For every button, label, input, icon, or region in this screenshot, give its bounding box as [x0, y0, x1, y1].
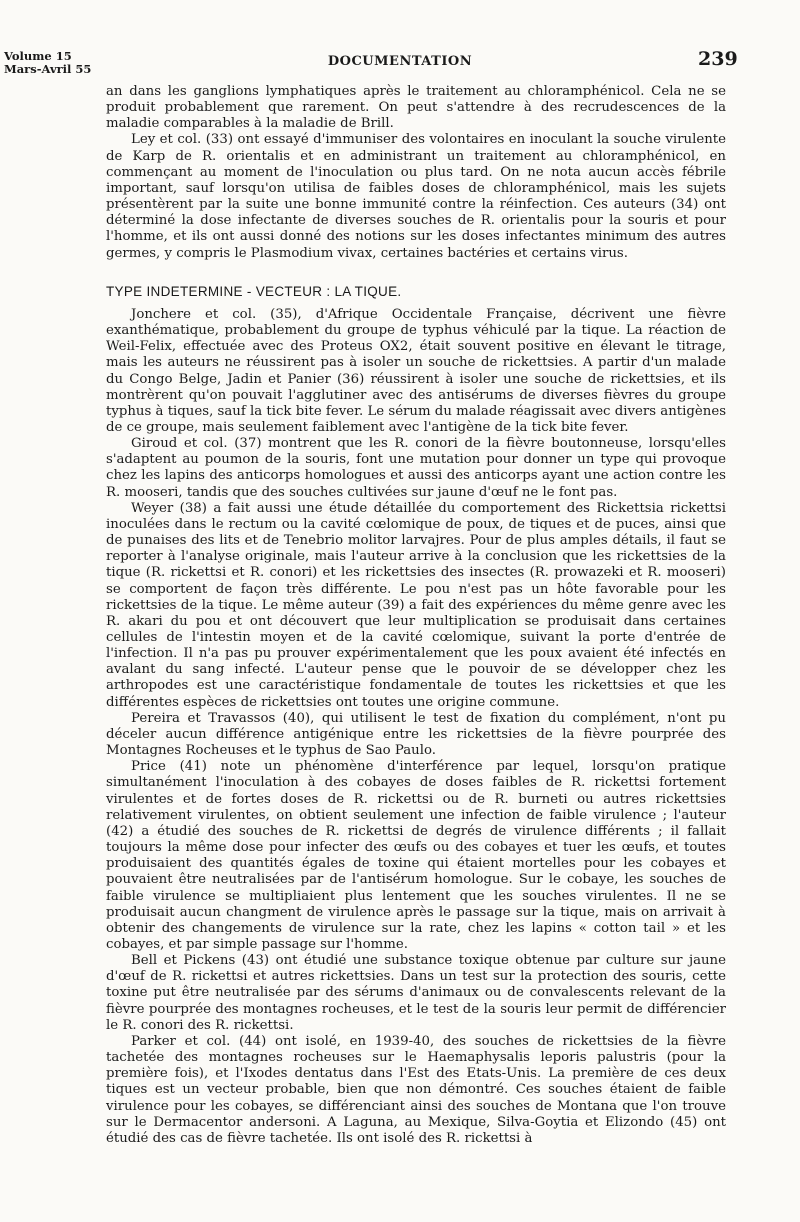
- paragraph-weyer: Weyer (38) a fait aussi une étude détaillée du comportement des Rickettsia rickettsi inoculées dans le rectum ou la cavité cœlomique de poux, de tiques et de puces, ainsi que de punaises des lits et de Tenebrio molitor larvajres. Pour de plus amples détails, il faut se reporter à l'analyse originale, mais l'auteur arrive à la conclusion que les rickettsies de la tique (R. rickettsi et R. conori) et les rickettsies des insectes (R. prowazeki et R. mooseri) se comportent de façon très différente. Le pou n'est pas un hôte favorable pour les rickettsies de la tique. Le même auteur (39) a fait des expériences du même genre avec les R. akari du pou et ont découvert que leur multiplication se produisait dans certaines cellules de l'intestin moyen et de la cavité cœlomique, suivant la porte d'entrée de l'infection. Il n'a pas pu prouver expérimentalement que les poux avaient été infectés en avalant du sang infecté. L'auteur pense que le pouvoir de se développer chez les arthropodes est une caractéristique fondamentale de toutes les rickettsies et que les différentes espèces de rickettsies ont toutes une origine commune.: [106, 500, 726, 710]
- paragraph-ley: Ley et col. (33) ont essayé d'immuniser des volontaires en inoculant la souche virulente de Karp de R. orientalis et en administrant un traitement au chloramphénicol, en commençant au moment de l'inoculation ou plus tard. On ne nota aucun accès fébrile important, sauf lorsqu'on utilisa de faibles doses de chloramphénicol, mais les sujets présentèrent par la suite une bonne immunité contre la réinfection. Ces auteurs (34) ont déterminé la dose infectante de diverses souches de R. orientalis pour la souris et pour l'homme, et ils ont aussi donné des notions sur les doses infectantes minimum des autres germes, y compris le Plasmodium vivax, certaines bactéries et certains virus.: [106, 132, 726, 261]
- volume-number: Volume 15: [4, 49, 72, 63]
- paragraph-jonchere: Jonchere et col. (35), d'Afrique Occidentale Française, décrivent une fièvre exanthématique, probablement du groupe de typhus véhiculé par la tique. La réaction de Weil-Felix, effectuée avec des Proteus OX2, était souvent positive en élevant le titrage, mais les auteurs ne réussirent pas à isoler un souche de rickettsies. A partir d'un malade du Congo Belge, Jadin et Panier (36) réussirent à isoler une souche de rickettsies, et ils montrèrent qu'on pouvait l'agglutiner avec des antisérums de diverses fièvres du groupe typhus à tiques, sauf la tick bite fever. Le sérum du malade réagissait avec divers antigènes de ce groupe, mais seulement faiblement avec l'antigène de la tick bite fever.: [106, 306, 727, 435]
- paragraph-continuation: an dans les ganglions lymphatiques après le traitement au chloramphénicol. Cela ne se produit probablement que rarement. On peut s'attendre à des recrudescences de la maladie comparables à la maladie de Brill.: [106, 84, 726, 132]
- paragraph-price: Price (41) note un phénomène d'interférence par lequel, lorsqu'on pratique simultanément l'inoculation à des cobayes de doses faibles de R. rickettsi fortement virulentes et de fortes doses de R. rickettsi ou de R. burneti ou autres rickettsies relativement virulentes, on obtient seulement une infection de faible virulence ; l'auteur (42) a étudié des souches de R. rickettsi de degrés de virulence différents ; il fallait toujours la même dose pour infecter des œufs ou des cobayes et tuer les œufs, et toutes produisaient des quantités égales de toxine qui étaient mortelles pour les cobayes et pouvaient être neutralisées par de l'antisérum homologue. Sur le cobaye, les souches de faible virulence se multipliaient plus lentement que les souches virulentes. Il ne se produisait aucun changment de virulence après le passage sur la tique, mais on arrivait à obtenir des changements de virulence sur la rate, chez les lapins « cotton tail » et les cobayes, et par simple passage sur l'homme.: [106, 759, 726, 952]
- running-title: DOCUMENTATION: [327, 54, 473, 69]
- section-heading: TYPE INDETERMINE - VECTEUR : LA TIQUE.: [106, 283, 402, 299]
- issue-months: Mars-Avril 55: [4, 62, 92, 76]
- paragraph-pereira: Pereira et Travassos (40), qui utilisent le test de fixation du complément, n'ont pu déceler aucun différence antigénique entre les rickettsies de la fièvre pourprée des Montagnes Rocheuses et le typhus de Sao Paulo.: [106, 710, 726, 759]
- paragraph-bell: Bell et Pickens (43) ont étudié une substance toxique obtenue par culture sur jaune d'œuf de R. rickettsi et autres rickettsies. Dans un test sur la protection des souris, cette toxine put être neutralisée par des sérums d'animaux ou de convalescents relevant de la fièvre pourprée des montagnes rocheuses, et le test de la souris leur permit de différencier le R. conori des R. rickettsi.: [106, 953, 726, 1033]
- paragraph-giroud: Giroud et col. (37) montrent que les R. conori de la fièvre boutonneuse, lorsqu'elles s'adaptent au poumon de la souris, font une mutation pour donner un type qui provoque chez les lapins des anticorps homologues et aussi des anticorps ayant une action contre les R. mooseri, tandis que des souches cultivées sur jaune d'œuf ne le font pas.: [106, 436, 726, 500]
- page-body: [106, 84, 726, 1147]
- page-number: 239: [698, 48, 738, 70]
- paragraph-parker: Parker et col. (44) ont isolé, en 1939-40, des souches de rickettsies de la fièvre tachetée des montagnes rocheuses sur le Haemaphysalis leporis palustris (pour la première fois), et l'Ixodes dentatus dans l'Est des Etats-Unis. La première de ces deux tiques est un vecteur probable, bien que non démontré. Ces souches étaient de faible virulence pour les cobayes, se différenciant ainsi des souches de Montana que l'on trouve sur le Dermacentor andersoni. A Laguna, au Mexique, Silva-Goytia et Elizondo (45) ont étudié des cas de fièvre tachetée. Ils ont isolé des R. rickettsi à: [106, 1033, 726, 1146]
